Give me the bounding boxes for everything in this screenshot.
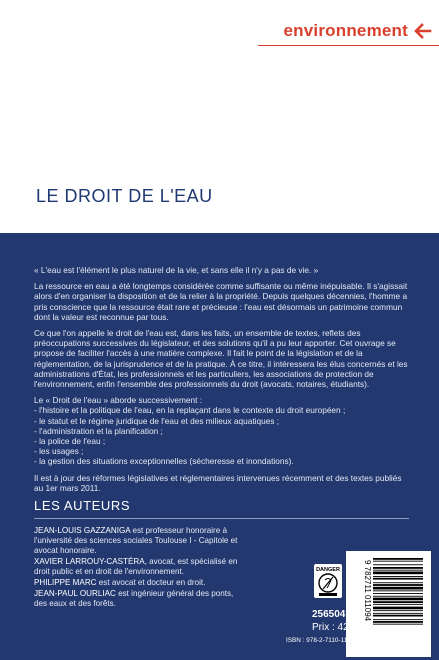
list-item: - la gestion des situations exceptionnelles (sécheresse et inondations).	[34, 456, 294, 467]
barcode-bar	[373, 596, 423, 597]
paragraph-1: La ressource en eau a été longtemps considérée comme suffisante ou même inépuisable. Il s'agissait alors d'en organiser la disposition et de la relier à la propriété. Depuis quelques décennies, l'homme a pris conscience que la ressource était rare et précieuse : l'eau est désormais un patrimoine commun dont la valeur est reconnue par tous.	[34, 281, 408, 322]
closing-paragraph: Il est à jour des réformes législatives et réglementaires intervenues récemment et des textes publiés au 1er mars 2011.	[34, 472, 402, 493]
danger-label: DANGER	[316, 567, 340, 573]
barcode-bar	[373, 598, 423, 601]
series-label: environnement	[283, 21, 408, 40]
barcode-bar	[373, 607, 423, 610]
barcode-number: 9 782711 011094	[363, 560, 372, 622]
authors-heading: LES AUTEURS	[34, 498, 131, 513]
author-name: JEAN-LOUIS GAZZANIGA	[34, 526, 131, 535]
barcode-bar	[373, 613, 423, 614]
list-item: - la police de l'eau ;	[34, 436, 106, 447]
author-name: PHILIPPE MARC	[34, 578, 97, 587]
author-entry	[34, 526, 246, 556]
list-item: - l'histoire et la politique de l'eau, en la replaçant dans le contexte du droit européen ;	[34, 405, 346, 416]
author-name: JEAN-PAUL OURLIAC	[34, 589, 116, 598]
author-entry	[34, 589, 246, 609]
barcode-bar	[373, 593, 423, 594]
barcode-bar	[373, 567, 423, 569]
barcode-bar	[373, 564, 423, 565]
barcode-bar	[373, 582, 423, 583]
barcode-bar	[373, 604, 423, 605]
authors-rule	[34, 518, 409, 519]
barcode-bar	[373, 584, 423, 586]
paragraph-2: Ce que l'on appelle le droit de l'eau est, dans les faits, un ensemble de textes, reflets des préoccupations successives du législateur, et des solutions qu'il a pu leur apporter. Cet ouvrage se propose de faciliter l'accès à une matière complexe. Il fait le point de la législation et de la réglementation, de la jurisprudence et de la pratique. À ce titre, il intéressera les élus concernés et les administrations d'État, les professionnels et les particuliers, les associations de protection de l'environnement, enfin l'ensemble des professionnels du droit (avocats, notaires, étudiants).	[34, 328, 408, 390]
list-item: - l'administration et la planification ;	[34, 425, 163, 436]
barcode-bar	[373, 561, 423, 562]
danger-photocopillage-icon	[314, 564, 342, 598]
author-bio: est ingénieur général des ponts, des eaux et des forêts.	[34, 589, 234, 608]
barcode-bar	[373, 619, 423, 620]
quote: « L'eau est l'élément le plus naturel de la vie, et sans elle il n'y a pas de vie. »	[34, 265, 319, 275]
barcode-bar	[373, 615, 423, 617]
author-name: XAVIER LARROUY-CASTÉRA	[34, 557, 145, 566]
blurb	[34, 265, 409, 499]
list-item: - le statut et le régime juridique de l'eau et des milieux aquatiques ;	[34, 415, 280, 426]
author-entry: XAVIER LARROUY-CASTÉRA, avocat, est spécialisé en droit public et en droit de l'environnement.	[34, 557, 238, 576]
barcode-bar	[373, 570, 423, 571]
authors-list	[34, 526, 246, 610]
barcode-bar	[373, 621, 423, 623]
author-bio: est avocat et docteur en droit.	[98, 578, 206, 587]
author-bio: avocat, est spécialisé en droit public et en droit de l'environnement.	[34, 557, 238, 576]
website: www.lexisnexis.fr	[366, 649, 414, 656]
author-bio: est professeur honoraire à l'université des sciences sociales Toulouse I - Capitole et avocat honoraire.	[34, 526, 238, 555]
barcode-bar	[373, 610, 423, 611]
barcode-bar	[373, 578, 423, 580]
list-item: - les usages ;	[34, 446, 84, 457]
book-title: LE DROIT DE L'EAU	[36, 186, 213, 206]
paragraph-3: Le « Droit de l'eau » aborde successivement :	[34, 395, 203, 406]
price: Prix : 42 €	[312, 622, 358, 633]
barcode-bar	[373, 558, 423, 560]
isbn: ISBN : 978-2-7110-1109-4	[286, 637, 361, 644]
barcode-bar	[373, 601, 423, 603]
arrow-left-icon	[414, 23, 432, 39]
series-rule	[258, 45, 439, 46]
barcode-bar	[373, 587, 423, 590]
front-panel	[0, 0, 439, 233]
back-cover-panel	[0, 233, 439, 660]
topics-list	[34, 405, 409, 466]
barcode-bar	[373, 572, 423, 575]
product-code: 256504	[312, 609, 346, 620]
barcode-bar	[373, 576, 423, 577]
series-brand	[272, 22, 432, 40]
barcode-bar	[373, 590, 423, 591]
barcode-bar	[373, 624, 423, 625]
author-entry	[34, 578, 246, 588]
